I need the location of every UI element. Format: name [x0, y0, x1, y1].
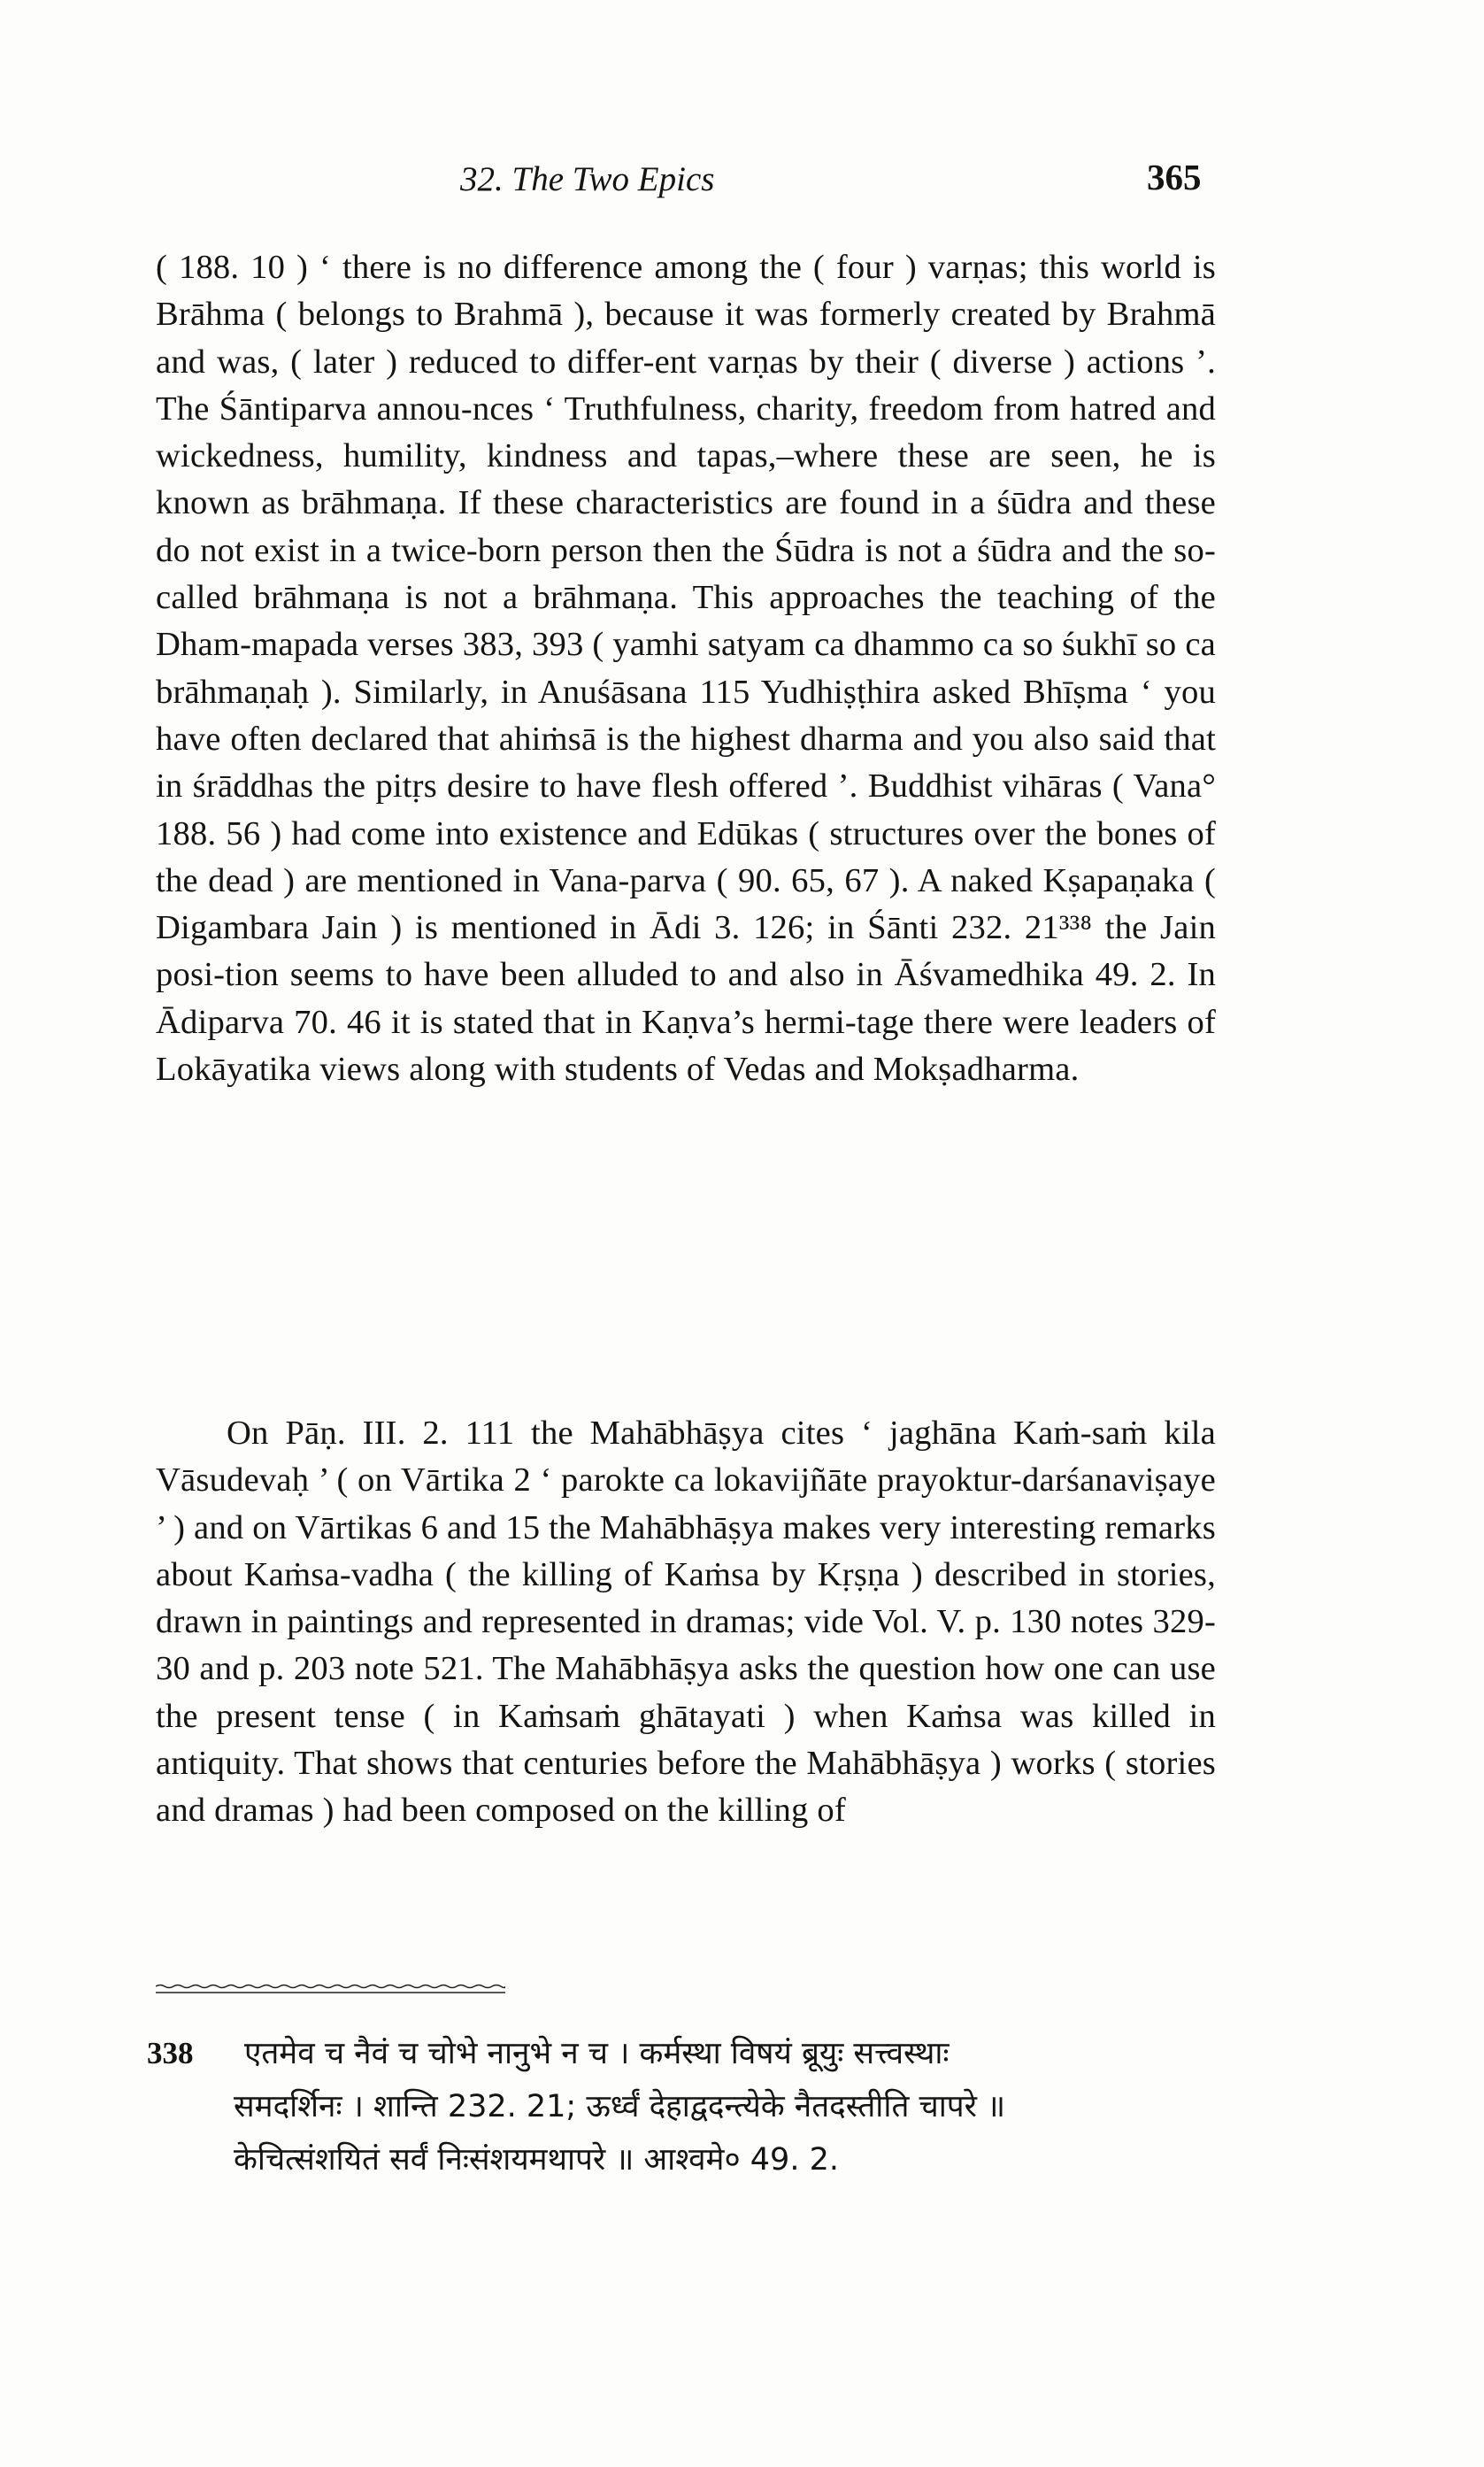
footnote-number: 338 [147, 2036, 194, 2070]
paragraph-text: On Pāṇ. III. 2. 111 the Mahābhāṣya cites ‘ jaghāna Kaṁ-​saṁ kila Vāsudevaḥ ’ ( on Vārtika 2 ‘ parokte ca lokavijñāte prayoktur-darśanaviṣaye ’ ) and on Vārtikas 6 and 15 the Mahābhāṣya makes very interesting remarks about Kaṁsa-​vadha ( the killing of Kaṁsa by Kṛṣṇa ) described in stories, drawn in paintings and represented in dramas; vide Vol. V. p. 130 notes 329-30 and p. 203 note 521. The Mahābhāṣya asks the question how one can use the present tense ( in Kaṁsaṁ ghātayati ) when Kaṁsa was killed in antiquity. That shows that centuries before the Mahābhāṣya ) works ( stories and dramas ) had been composed on the killing of [156, 1415, 1216, 1830]
footnote-text: एतमेव च नैवं च चोभे नानुभे न च । कर्मस्था विषयं ब्रूयुः सत्त्वस्थाः [244, 2036, 950, 2071]
footnote-line: समदर्शिनः । शान्ति 232. 21; ऊर्ध्वं देहाद्वदन्त्येके नैतदस्तीति चापरे ॥ [234, 2089, 1006, 2124]
paragraph-1 [156, 244, 1216, 1093]
page-header [0, 156, 1484, 209]
paragraph-text: ( 188. 10 ) ‘ there is no difference among the ( four ) varṇas; this world is Brāhma ( belongs to Brahmā ), because it was formerly created by Brahmā and was, ( later ) reduced to differ-​ent varṇas by their ( diverse ) actions ’. The Śāntiparva annou-​nces ‘ Truthfulness, charity, freedom from hatred and wickedness, humility, kindness and tapas,–where these are seen, he is known as brāhmaṇa. If these characteristics are found in a śūdra and these do not exist in a twice-born person then the Śūdra is not a śūdra and the so-called brāhmaṇa is not a brāhmaṇa. This approaches the teaching of the Dham-​mapada verses 383, 393 ( yamhi satyam ca dhammo ca so śukhī so ca brāhmaṇaḥ ). Similarly, in Anuśāsana 115 Yudhiṣṭhira asked Bhīṣma ‘ you have often declared that ahiṁsā is the highest dharma and you also said that in śrāddhas the pitṛs desire to have flesh offered ’. Buddhist vihāras ( Vana° 188. 56 ) had come into existence and Edūkas ( structures over the bones of the dead ) are mentioned in Vana-​parva ( 90. 65, 67 ). A naked Kṣapaṇaka ( Digambara Jain ) is mentioned in Ādi 3. 126; in Śānti 232. 21³³⁸ the Jain posi-​tion seems to have been alluded to and also in Āśvamedhika 49. 2. In Ādiparva 70. 46 it is stated that in Kaṇva’s hermi-​tage there were leaders of Lokāyatika views along with students of Vedas and Mokṣadharma. [156, 249, 1216, 1089]
footnote-line [147, 2027, 1228, 2080]
paragraph-2 [156, 1410, 1216, 1835]
footnote-rule [156, 1983, 505, 1995]
footnote-line: केचित्संशयितं सर्वं निःसंशयमथापरे ॥ आश्वमे० 49. 2. [234, 2142, 839, 2178]
running-head: 32. The Two Epics [460, 160, 715, 198]
page-number: 365 [1147, 157, 1202, 197]
footnote [147, 2027, 1228, 2186]
